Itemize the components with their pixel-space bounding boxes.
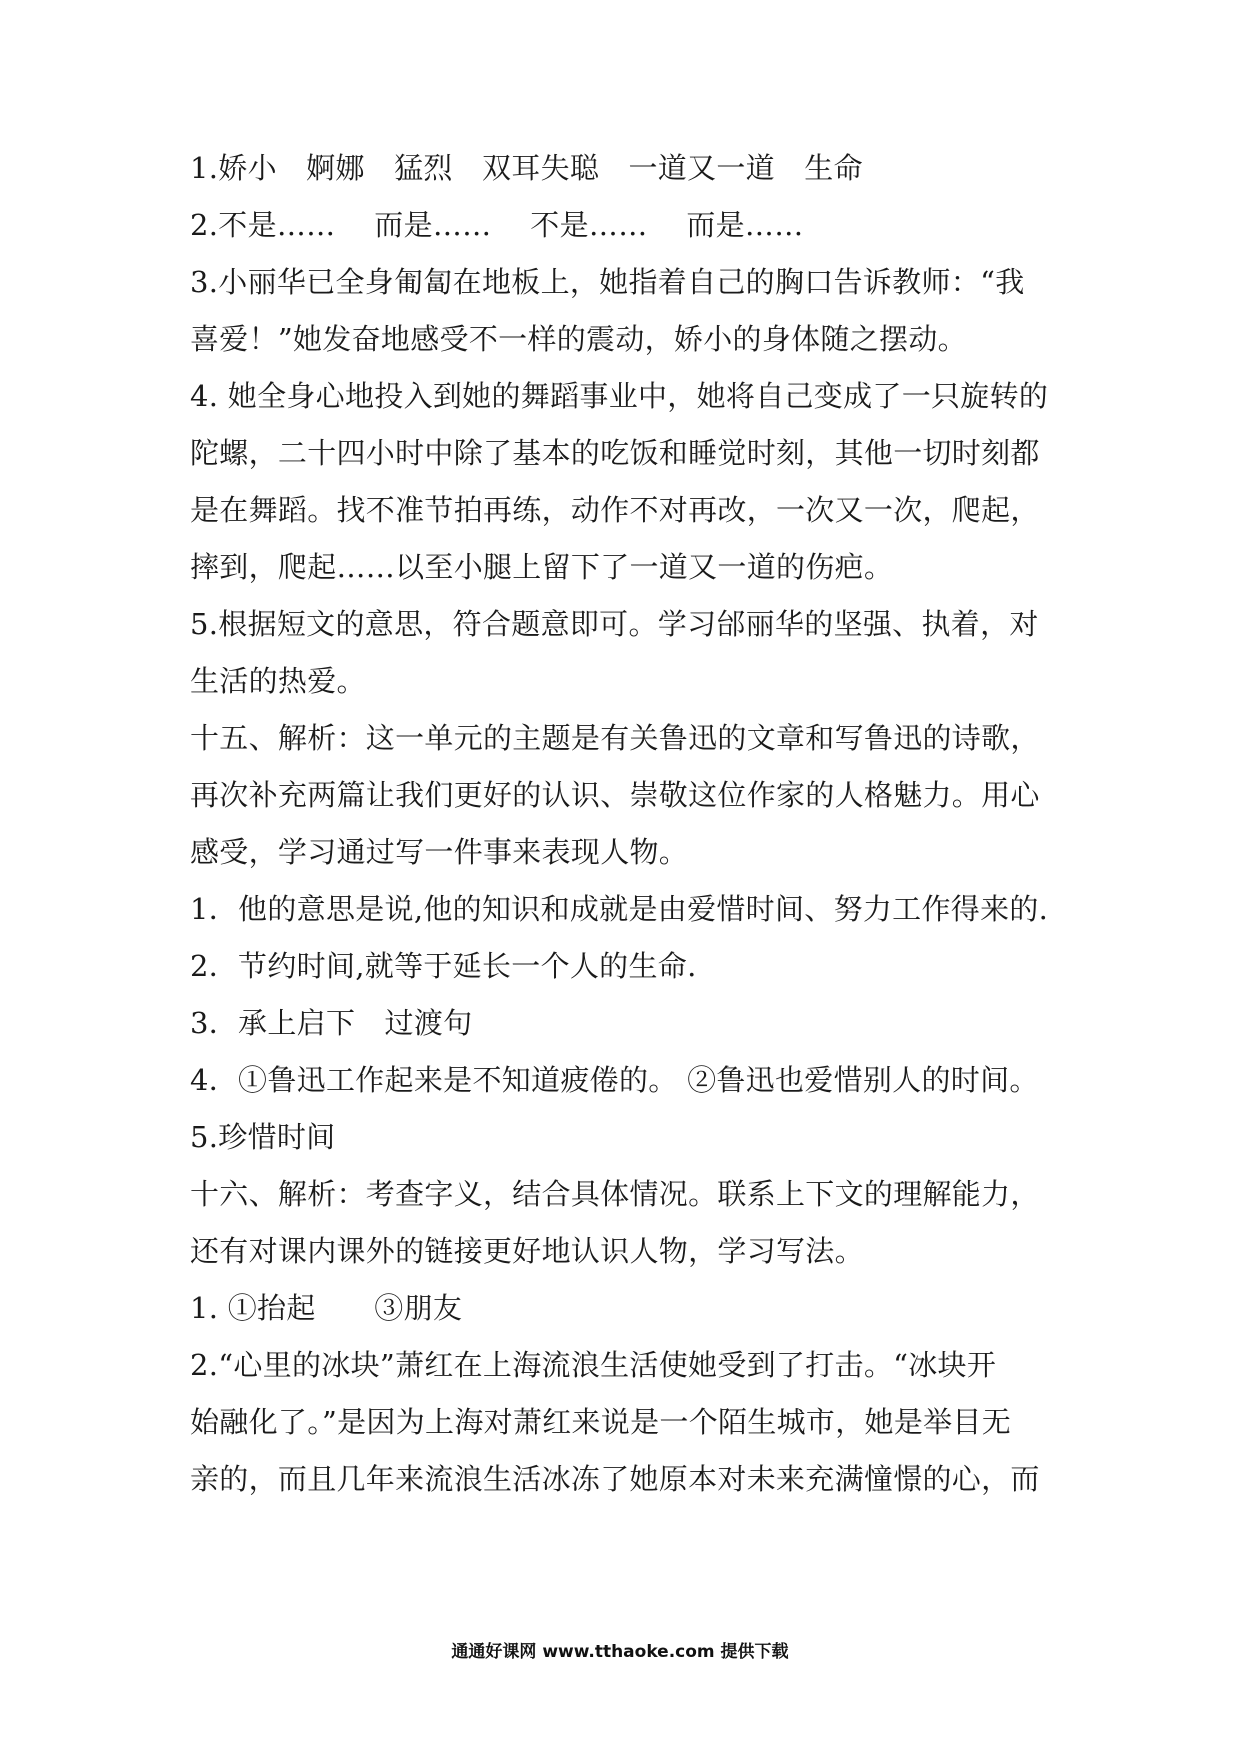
text-line: 1.娇小 婀娜 猛烈 双耳失聪 一道又一道 生命 bbox=[190, 151, 863, 185]
text-line: 2.“心里的冰块”萧红在上海流浪生活使她受到了打击。“冰块开 bbox=[190, 1348, 997, 1382]
document-body bbox=[190, 140, 1070, 1508]
text-line: 喜爱！”她发奋地感受不一样的震动，娇小的身体随之摆动。 bbox=[190, 322, 967, 356]
text-line: 生活的热爱。 bbox=[190, 664, 366, 698]
text-line: 3．承上启下 过渡句 bbox=[190, 1006, 473, 1040]
text-line: 1．他的意思是说,他的知识和成就是由爱惜时间、努力工作得来的. bbox=[190, 892, 1049, 926]
text-line: 是在舞蹈。找不准节拍再练，动作不对再改，一次又一次，爬起， bbox=[190, 493, 1040, 527]
text-line: 亲的，而且几年来流浪生活冰冻了她原本对未来充满憧憬的心，而 bbox=[190, 1462, 1040, 1496]
section-heading-15: 十五、解析：这一单元的主题是有关鲁迅的文章和写鲁迅的诗歌， bbox=[190, 721, 1040, 755]
text-line: 陀螺，二十四小时中除了基本的吃饭和睡觉时刻，其他一切时刻都 bbox=[190, 436, 1040, 470]
text-line: 2.不是…… 而是…… 不是…… 而是…… bbox=[190, 208, 804, 242]
text-line: 感受，学习通过写一件事来表现人物。 bbox=[190, 835, 689, 869]
section-heading-16: 十六、解析：考查字义，结合具体情况。联系上下文的理解能力， bbox=[190, 1177, 1040, 1211]
text-line: 5.珍惜时间 bbox=[190, 1120, 336, 1154]
text-line: 1. ①抬起 ③朋友 bbox=[190, 1291, 463, 1325]
text-line: 始融化了。”是因为上海对萧红来说是一个陌生城市，她是举目无 bbox=[190, 1405, 1012, 1439]
text-line: 2．节约时间,就等于延长一个人的生命. bbox=[190, 949, 697, 983]
text-line: 4．①鲁迅工作起来是不知道疲倦的。 ②鲁迅也爱惜别人的时间。 bbox=[190, 1063, 1039, 1097]
page-footer: 通通好课网 www.tthaoke.com 提供下载 bbox=[451, 1642, 789, 1662]
text-line: 4. 她全身心地投入到她的舞蹈事业中，她将自己变成了一只旋转的 bbox=[190, 379, 1049, 413]
text-line: 5.根据短文的意思，符合题意即可。学习邰丽华的坚强、执着，对 bbox=[190, 607, 1039, 641]
text-line: 3.小丽华已全身匍匐在地板上，她指着自己的胸口告诉教师：“我 bbox=[190, 265, 1025, 299]
text-line: 摔到，爬起……以至小腿上留下了一道又一道的伤疤。 bbox=[190, 550, 894, 584]
text-line: 再次补充两篇让我们更好的认识、崇敬这位作家的人格魅力。用心 bbox=[190, 778, 1040, 812]
text-line: 还有对课内课外的链接更好地认识人物，学习写法。 bbox=[190, 1234, 864, 1268]
